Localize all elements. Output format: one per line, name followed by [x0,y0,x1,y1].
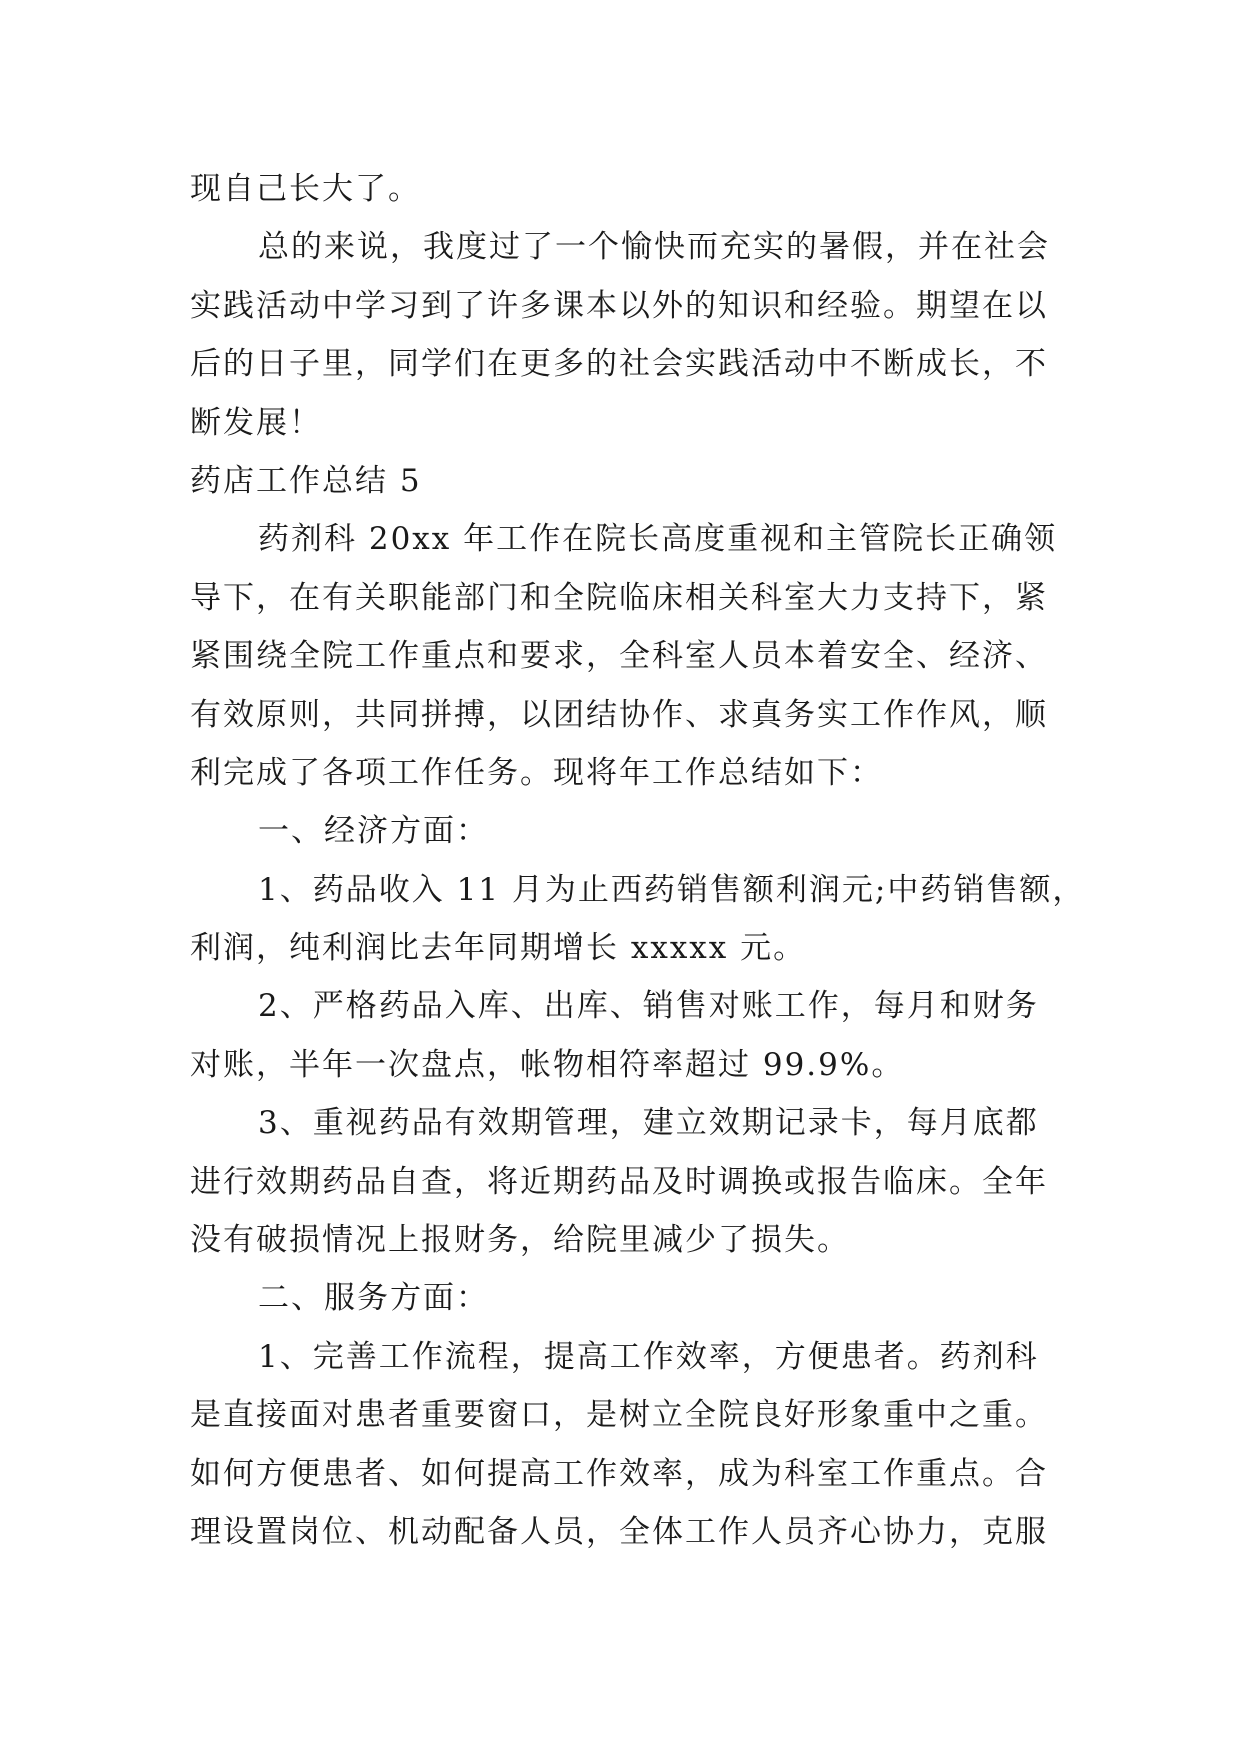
text-line: 利完成了各项工作任务。现将年工作总结如下： [190,754,883,791]
document-body [190,160,1086,1561]
text-line: 现自己长大了。 [190,171,421,207]
text-line: 有效原则，共同拼搏，以团结协作、求真务实工作作风，顺 [190,696,1048,733]
text-line: 总的来说，我度过了一个愉快而充实的暑假，并在社会 [258,229,1050,266]
text-line: 是直接面对患者重要窗口，是树立全院良好形象重中之重。 [190,1397,1048,1434]
text-line: 实践活动中学习到了许多课本以外的知识和经验。期望在以 [190,287,1048,324]
text-line: 如何方便患者、如何提高工作效率，成为科室工作重点。合 [190,1455,1048,1492]
text-line: 利润，纯利润比去年同期增长 xxxxx 元。 [190,930,807,967]
section-heading: 药店工作总结 5 [190,462,422,499]
text-line: 对账，半年一次盘点，帐物相符率超过 99.9%。 [190,1046,905,1083]
text-line: 紧围绕全院工作重点和要求，全科室人员本着安全、经济、 [190,638,1048,675]
text-line: 导下，在有关职能部门和全院临床相关科室大力支持下，紧 [190,579,1048,616]
text-line: 3、重视药品有效期管理，建立效期记录卡，每月底都 [258,1105,1039,1142]
subheading: 二、服务方面： [258,1280,489,1317]
text-line: 1、完善工作流程，提高工作效率，方便患者。药剂科 [258,1338,1039,1375]
subheading: 一、经济方面： [258,813,489,850]
text-line: 2、严格药品入库、出库、销售对账工作，每月和财务 [258,988,1039,1025]
text-line: 后的日子里，同学们在更多的社会实践活动中不断成长，不 [190,346,1048,383]
text-line: 药剂科 20xx 年工作在院长高度重视和主管院长正确领 [258,521,1058,558]
text-line: 断发展！ [190,404,322,441]
text-line: 进行效期药品自查，将近期药品及时调换或报告临床。全年 [190,1163,1048,1200]
text-line: 1、药品收入 11 月为止西药销售额利润元;中药销售额， [258,871,1086,908]
text-line: 没有破损情况上报财务，给院里减少了损失。 [190,1222,850,1259]
text-line: 理设置岗位、机动配备人员，全体工作人员齐心协力，克服 [190,1513,1048,1550]
